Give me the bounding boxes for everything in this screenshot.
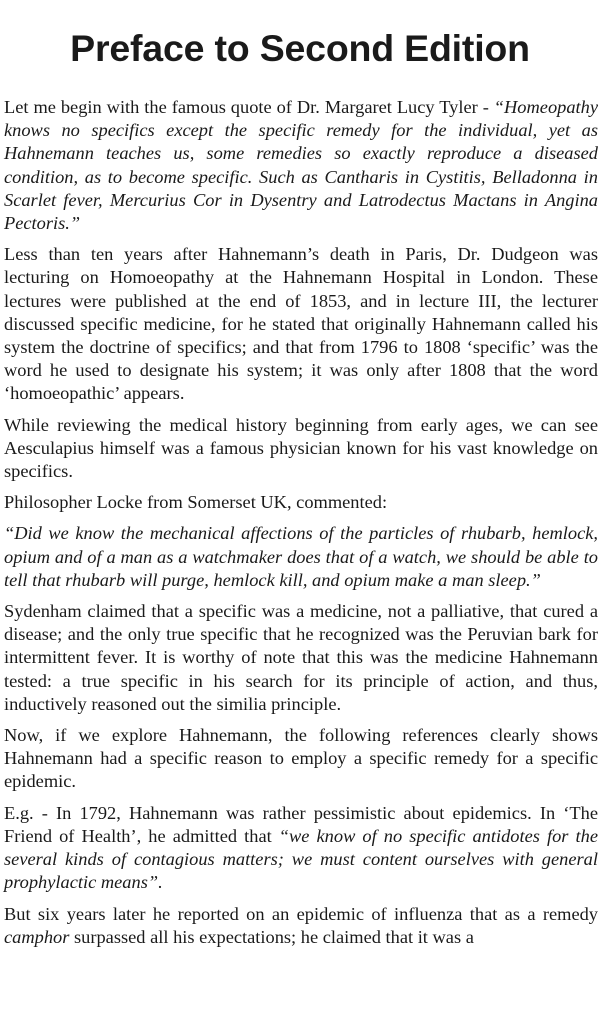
paragraph-locke-intro: Philosopher Locke from Somerset UK, commented: bbox=[4, 492, 388, 513]
paragraph-explore-hahnemann: Now, if we explore Hahnemann, the following references clearly shows Hahnemann had a specific reason to employ a specific remedy for a specific epidemic. bbox=[4, 725, 598, 792]
paragraph-dudgeon: Less than ten years after Hahnemann’s death in Paris, Dr. Dudgeon was lecturing on Homoeopathy at the Hahnemann Hospital in London. These lectures were published at the end of 1853, and in lecture III, the lecturer discussed specific medicine, for he stated that originally Hahnemann called his system the doctrine of specifics; and that from 1796 to 1808 ‘specific’ was the word he used to designate his system; it was only after 1808 that the word ‘homoeopathic’ appears. bbox=[4, 244, 598, 404]
paragraph-intro: Let me begin with the famous quote of Dr. Margaret Lucy Tyler - bbox=[4, 97, 489, 117]
friend-of-health-quote: “we know of no specific antidotes for the several kinds of contagious matters; we must content ourselves with general prophylactic means”. bbox=[4, 825, 598, 893]
paragraph-tyler-quote bbox=[4, 96, 598, 235]
paragraph-1792-example bbox=[4, 802, 598, 895]
tyler-quote: “Homeopathy knows no specifics except the specific remedy for the individual, yet as Hahnemann teaches us, some remedies so exactly reproduce a diseased condition, as to become specific. Such as Cantharis in Cystitis, Belladonna in Scarlet fever, Mercurius Cor in Dysentry and Latrodectus Mactans in Angina Pectoris.” bbox=[4, 97, 598, 234]
paragraph-sydenham: Sydenham claimed that a specific was a medicine, not a palliative, that cured a disease; and the only true specific that he recognized was the Peruvian bark for intermittent fever. It is worthy of note that this was the medicine Hahnemann tested: a true specific in his search for its principle of action, and thus, inductively reasoned out the similia principle. bbox=[4, 601, 598, 714]
paragraph-intro: But six years later he reported on an epidemic of influenza that as a remedy bbox=[4, 903, 598, 924]
paragraph-continuation: surpassed all his expectations; he claimed that it was a bbox=[74, 926, 474, 947]
paragraph-aesculapius: While reviewing the medical history beginning from early ages, we can see Aesculapius himself was a famous physician known for his vast knowledge on specifics. bbox=[4, 414, 598, 482]
paragraph-camphor bbox=[4, 903, 598, 949]
paragraph-locke-quote bbox=[4, 522, 598, 592]
page-title: Preface to Second Edition bbox=[70, 27, 530, 70]
camphor-emphasis: camphor bbox=[4, 926, 70, 947]
locke-quote: “Did we know the mechanical affections of the particles of rhubarb, hemlock, opium and of a man as a watchmaker does that of a watch, we should be able to tell that rhubarb will purge, hemlock kill, and opium make a man sleep.” bbox=[4, 523, 598, 590]
paragraph-intro: E.g. - In 1792, Hahnemann was rather pessimistic about epidemics. In ‘The Friend of Health’, he admitted that bbox=[4, 802, 598, 846]
body-text bbox=[4, 96, 598, 949]
